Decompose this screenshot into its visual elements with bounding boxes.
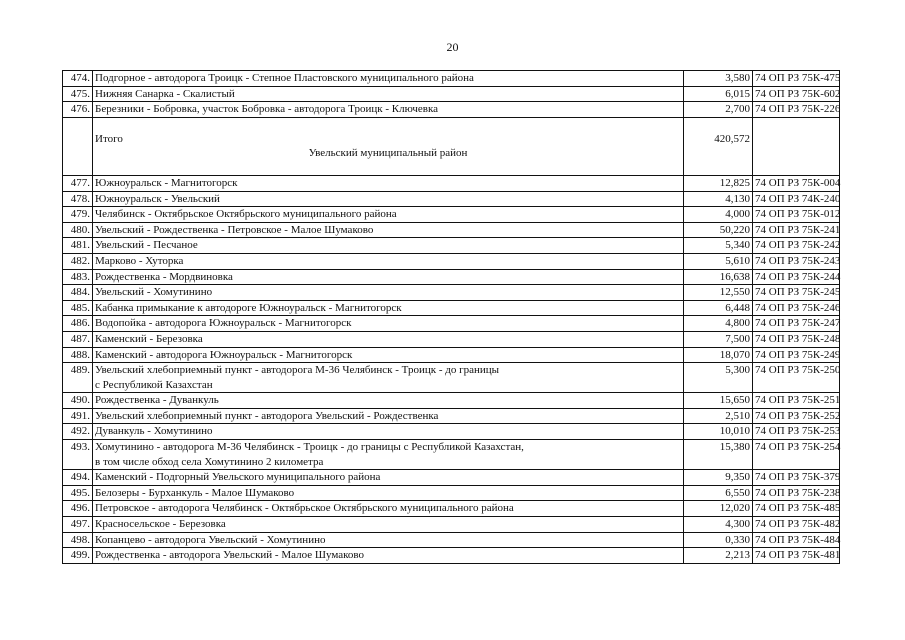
road-length: 4,000: [684, 207, 753, 223]
road-code: 74 ОП РЗ 75К-243: [753, 253, 840, 269]
row-number: 491.: [63, 408, 93, 424]
row-number: 481.: [63, 238, 93, 254]
road-code: 74 ОП РЗ 75К-252: [753, 408, 840, 424]
table-row: [63, 347, 840, 363]
road-code: 74 ОП РЗ 75К-482: [753, 517, 840, 533]
road-name: Копанцево - автодорога Увельский - Хомутинино: [93, 532, 684, 548]
row-number: 475.: [63, 86, 93, 102]
table-row: [63, 501, 840, 517]
row-number: 486.: [63, 316, 93, 332]
road-length: 5,300: [684, 363, 753, 378]
road-length: 12,550: [684, 285, 753, 301]
road-name: Нижняя Санарка - Скалистый: [93, 86, 684, 102]
road-name: Южноуральск - Увельский: [93, 191, 684, 207]
table-section-total: [63, 117, 840, 175]
table-row: [63, 253, 840, 269]
row-number: 495.: [63, 485, 93, 501]
table-row: [63, 102, 840, 118]
road-code: 74 ОП РЗ 75К-481: [753, 548, 840, 564]
road-name: Рождественка - Дуванкуль: [93, 393, 684, 409]
table-row: [63, 238, 840, 254]
row-number: 493.: [63, 440, 93, 455]
road-code: 74 ОП РЗ 75К-241: [753, 222, 840, 238]
road-length: 0,330: [684, 532, 753, 548]
table-row: [63, 485, 840, 501]
road-name: Увельский хлебоприемный пункт - автодорога М-36 Челябинск - Троицк - до границы: [93, 363, 684, 378]
road-name: Рождественка - Мордвиновка: [93, 269, 684, 285]
table-row-continuation: [63, 455, 840, 470]
row-number: 487.: [63, 331, 93, 347]
road-name: Водопойка - автодорога Южноуральск - Магнитогорск: [93, 316, 684, 332]
road-code: 74 ОП РЗ 75К-245: [753, 285, 840, 301]
road-name: Увельский - Рождественка - Петровское - Малое Шумаково: [93, 222, 684, 238]
road-length: 6,550: [684, 485, 753, 501]
road-code: 74 ОП РЗ 75К-242: [753, 238, 840, 254]
table-row-continuation: [63, 378, 840, 393]
road-code: 74 ОП РЗ 74К-240: [753, 191, 840, 207]
road-length: 2,700: [684, 102, 753, 118]
table-row: [63, 191, 840, 207]
road-length: 50,220: [684, 222, 753, 238]
road-length: 4,130: [684, 191, 753, 207]
road-length: 12,825: [684, 175, 753, 191]
table-row: [63, 71, 840, 87]
table-section-uvelsky-b: [63, 393, 840, 440]
table-row: [63, 300, 840, 316]
row-number: 494.: [63, 470, 93, 486]
road-code: 74 ОП РЗ 75К-379: [753, 470, 840, 486]
road-length: 2,213: [684, 548, 753, 564]
road-length: 6,015: [684, 86, 753, 102]
road-name: Южноуральск - Магнитогорск: [93, 175, 684, 191]
table-row: [63, 408, 840, 424]
table-row: [63, 363, 840, 378]
row-number: 478.: [63, 191, 93, 207]
road-code: 74 ОП РЗ 75К-249: [753, 347, 840, 363]
table-row: [63, 207, 840, 223]
road-length: 18,070: [684, 347, 753, 363]
table-row: [63, 316, 840, 332]
table-row: [63, 517, 840, 533]
page-number: 20: [446, 40, 459, 54]
road-code: 74 ОП РЗ 75К-251: [753, 393, 840, 409]
table-row: [63, 331, 840, 347]
road-name: Каменский - Подгорный Увельского муниципального района: [93, 470, 684, 486]
row-number: 477.: [63, 175, 93, 191]
row-number: 476.: [63, 102, 93, 118]
district-title: Увельский муниципальный район: [93, 146, 684, 161]
road-name: Дуванкуль - Хомутинино: [93, 424, 684, 440]
road-code: 74 ОП РЗ 75К-485: [753, 501, 840, 517]
road-length: 9,350: [684, 470, 753, 486]
road-code: 74 ОП РЗ 75К-250: [753, 363, 840, 378]
road-length: 5,610: [684, 253, 753, 269]
total-label: Итого: [93, 132, 684, 147]
road-length: 2,510: [684, 408, 753, 424]
road-name: Увельский хлебоприемный пункт - автодорога Увельский - Рождественка: [93, 408, 684, 424]
row-number: 482.: [63, 253, 93, 269]
spacer-row: [63, 161, 840, 176]
row-number: 499.: [63, 548, 93, 564]
road-code: 74 ОП РЗ 75К-244: [753, 269, 840, 285]
roads-table: [62, 70, 840, 564]
table-row: [63, 470, 840, 486]
table-section-uvelsky-c: [63, 470, 840, 564]
table-row: [63, 393, 840, 409]
road-code: 74 ОП РЗ 75К-248: [753, 331, 840, 347]
road-name: Кабанка примыкание к автодороге Южноуральск - Магнитогорск: [93, 300, 684, 316]
table-row: [63, 440, 840, 455]
row-number: 497.: [63, 517, 93, 533]
row-number: 485.: [63, 300, 93, 316]
table-section-row-493: [63, 440, 840, 470]
road-code: 74 ОП РЗ 75К-226: [753, 102, 840, 118]
road-length: 7,500: [684, 331, 753, 347]
table-row: [63, 532, 840, 548]
row-number: 480.: [63, 222, 93, 238]
total-value: 420,572: [684, 132, 753, 147]
road-length: 5,340: [684, 238, 753, 254]
road-name: Красносельское - Березовка: [93, 517, 684, 533]
road-name: Петровское - автодорога Челябинск - Октябрьское Октябрьского муниципального района: [93, 501, 684, 517]
road-name-continued: с Республикой Казахстан: [93, 378, 684, 393]
road-code: 74 ОП РЗ 75К-254: [753, 440, 840, 455]
row-number: 474.: [63, 71, 93, 87]
row-number: 479.: [63, 207, 93, 223]
road-length: 3,580: [684, 71, 753, 87]
row-number: 492.: [63, 424, 93, 440]
total-row: [63, 132, 840, 147]
row-number: 488.: [63, 347, 93, 363]
table-section-previous-district: [63, 71, 840, 118]
road-name-continued: в том числе обход села Хомутинино 2 километра: [93, 455, 684, 470]
road-code: 74 ОП РЗ 75К-247: [753, 316, 840, 332]
table-row: [63, 424, 840, 440]
road-name: Белозеры - Бурханкуль - Малое Шумаково: [93, 485, 684, 501]
road-length: 16,638: [684, 269, 753, 285]
road-name: Челябинск - Октябрьское Октябрьского муниципального района: [93, 207, 684, 223]
road-name: Хомутинино - автодорога М-36 Челябинск - Троицк - до границы с Республикой Казахстан,: [93, 440, 684, 455]
row-number: 498.: [63, 532, 93, 548]
row-number: 483.: [63, 269, 93, 285]
road-length: 15,380: [684, 440, 753, 455]
road-name: Березники - Бобровка, участок Бобровка - автодорога Троицк - Ключевка: [93, 102, 684, 118]
road-code: 74 ОП РЗ 75К-246: [753, 300, 840, 316]
table-row: [63, 86, 840, 102]
road-length: 4,800: [684, 316, 753, 332]
row-number: 489.: [63, 363, 93, 378]
road-length: 10,010: [684, 424, 753, 440]
row-number: 484.: [63, 285, 93, 301]
road-name: Рождественка - автодорога Увельский - Малое Шумаково: [93, 548, 684, 564]
table-section-row-489: [63, 363, 840, 393]
road-code: 74 ОП РЗ 75К-238: [753, 485, 840, 501]
table-row: [63, 222, 840, 238]
row-number: 490.: [63, 393, 93, 409]
road-length: 6,448: [684, 300, 753, 316]
spacer-row: [63, 117, 840, 132]
road-code: 74 ОП РЗ 75К-484: [753, 532, 840, 548]
table-row: [63, 548, 840, 564]
road-name: Подгорное - автодорога Троицк - Степное Пластовского муниципального района: [93, 71, 684, 87]
road-name: Марково - Хуторка: [93, 253, 684, 269]
table-row: [63, 175, 840, 191]
road-code: 74 ОП РЗ 75К-475: [753, 71, 840, 87]
road-name: Каменский - Березовка: [93, 331, 684, 347]
road-name: Каменский - автодорога Южноуральск - Магнитогорск: [93, 347, 684, 363]
table-section-uvelsky-a: [63, 175, 840, 362]
road-code: 74 ОП РЗ 75К-012: [753, 207, 840, 223]
district-heading-row: [63, 146, 840, 161]
road-code: 74 ОП РЗ 75К-253: [753, 424, 840, 440]
road-code: 74 ОП РЗ 75К-602: [753, 86, 840, 102]
table-row: [63, 269, 840, 285]
road-length: 12,020: [684, 501, 753, 517]
road-length: 15,650: [684, 393, 753, 409]
road-length: 4,300: [684, 517, 753, 533]
row-number: 496.: [63, 501, 93, 517]
table-row: [63, 285, 840, 301]
road-name: Увельский - Хомутинино: [93, 285, 684, 301]
road-code: 74 ОП РЗ 75К-004: [753, 175, 840, 191]
road-name: Увельский - Песчаное: [93, 238, 684, 254]
